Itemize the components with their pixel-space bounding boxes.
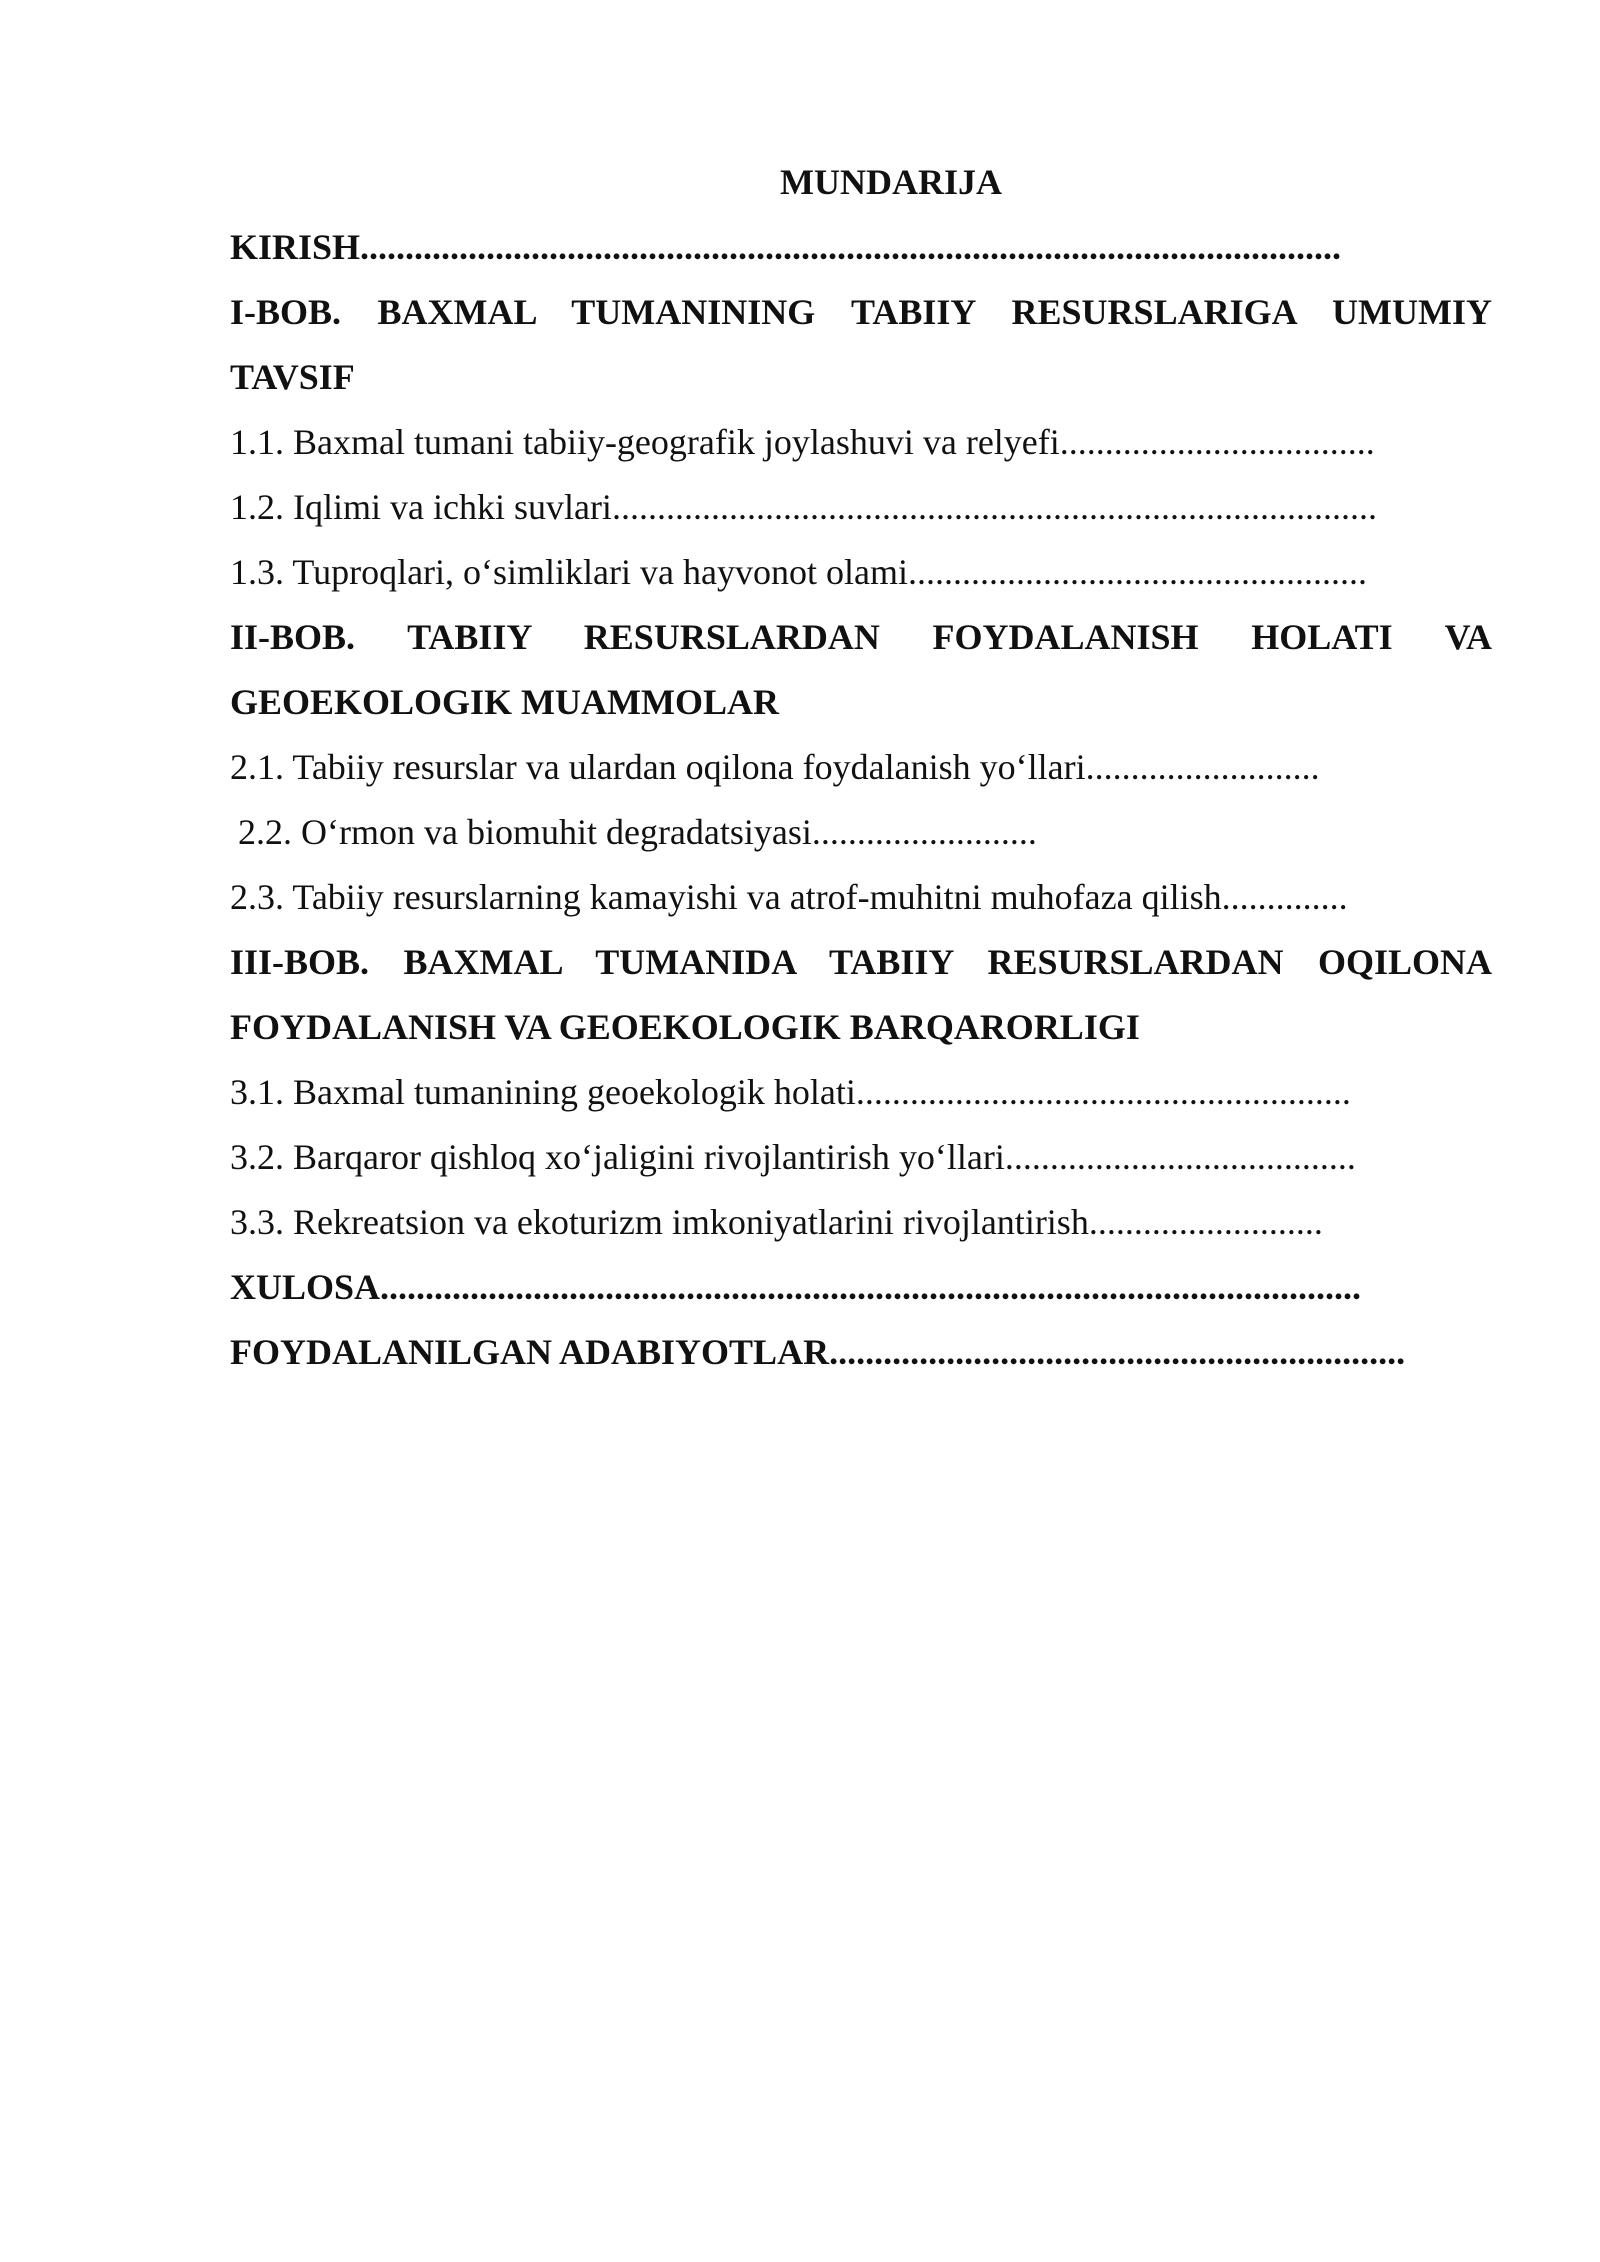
- toc-chapter-1-line-1: I-BOB. BAXMAL TUMANINING TABIIY RESURSLARIGA UMUMIY: [230, 292, 1492, 332]
- toc-entry-2-3: 2.3. Tabiiy resurslarning kamayishi va atrof-muhitni muhofaza qilish..............: [230, 877, 1348, 917]
- toc-entry-1-3: 1.3. Tuproqlari, o‘simliklari va hayvonot olami...................................................: [230, 552, 1367, 592]
- toc-entry-3-1: 3.1. Baxmal tumanining geoekologik holati.......................................................: [230, 1072, 1351, 1112]
- toc-entry-3-2: 3.2. Barqaror qishloq xo‘jaligini rivojlantirish yo‘llari.......................................: [230, 1137, 1356, 1177]
- toc-chapter-2-line-1: II-BOB. TABIIY RESURSLARDAN FOYDALANISH HOLATI VA: [230, 617, 1492, 657]
- toc-chapter-3-line-1: III-BOB. BAXMAL TUMANIDA TABIIY RESURSLARDAN OQILONA: [230, 942, 1492, 982]
- toc-entry-xulosa: XULOSA.............................................................................................................: [230, 1267, 1362, 1307]
- toc-entry-1-2: 1.2. Iqlimi va ichki suvlari.....................................................................................: [230, 487, 1377, 527]
- toc-entry-3-3: 3.3. Rekreatsion va ekoturizm imkoniyatlarini rivojlantirish..........................: [230, 1202, 1323, 1242]
- toc-entry-2-2: 2.2. O‘rmon va biomuhit degradatsiyasi.........................: [238, 812, 1037, 852]
- toc-chapter-3-line-2: FOYDALANISH VA GEOEKOLOGIK BARQARORLIGI: [230, 1007, 1140, 1047]
- toc-title: MUNDARIJA: [780, 162, 1002, 202]
- toc-chapter-2-line-2: GEOEKOLOGIK MUAMMOLAR: [230, 682, 779, 722]
- toc-entry-kirish: KIRISH.............................................................................................................: [230, 227, 1342, 267]
- toc-chapter-3: [230, 930, 1492, 1060]
- toc-chapter-2: [230, 605, 1492, 735]
- document-page: [230, 150, 1492, 1385]
- toc-entry-1-1: 1.1. Baxmal tumani tabiiy-geografik joylashuvi va relyefi...................................: [230, 422, 1375, 462]
- toc-entry-adabiyotlar: FOYDALANILGAN ADABIYOTLAR................................................................: [230, 1332, 1406, 1372]
- toc-chapter-1: [230, 280, 1492, 410]
- toc-chapter-1-line-2: TAVSIF: [230, 357, 355, 397]
- toc-entry-2-1: 2.1. Tabiiy resurslar va ulardan oqilona foydalanish yo‘llari..........................: [230, 747, 1320, 787]
